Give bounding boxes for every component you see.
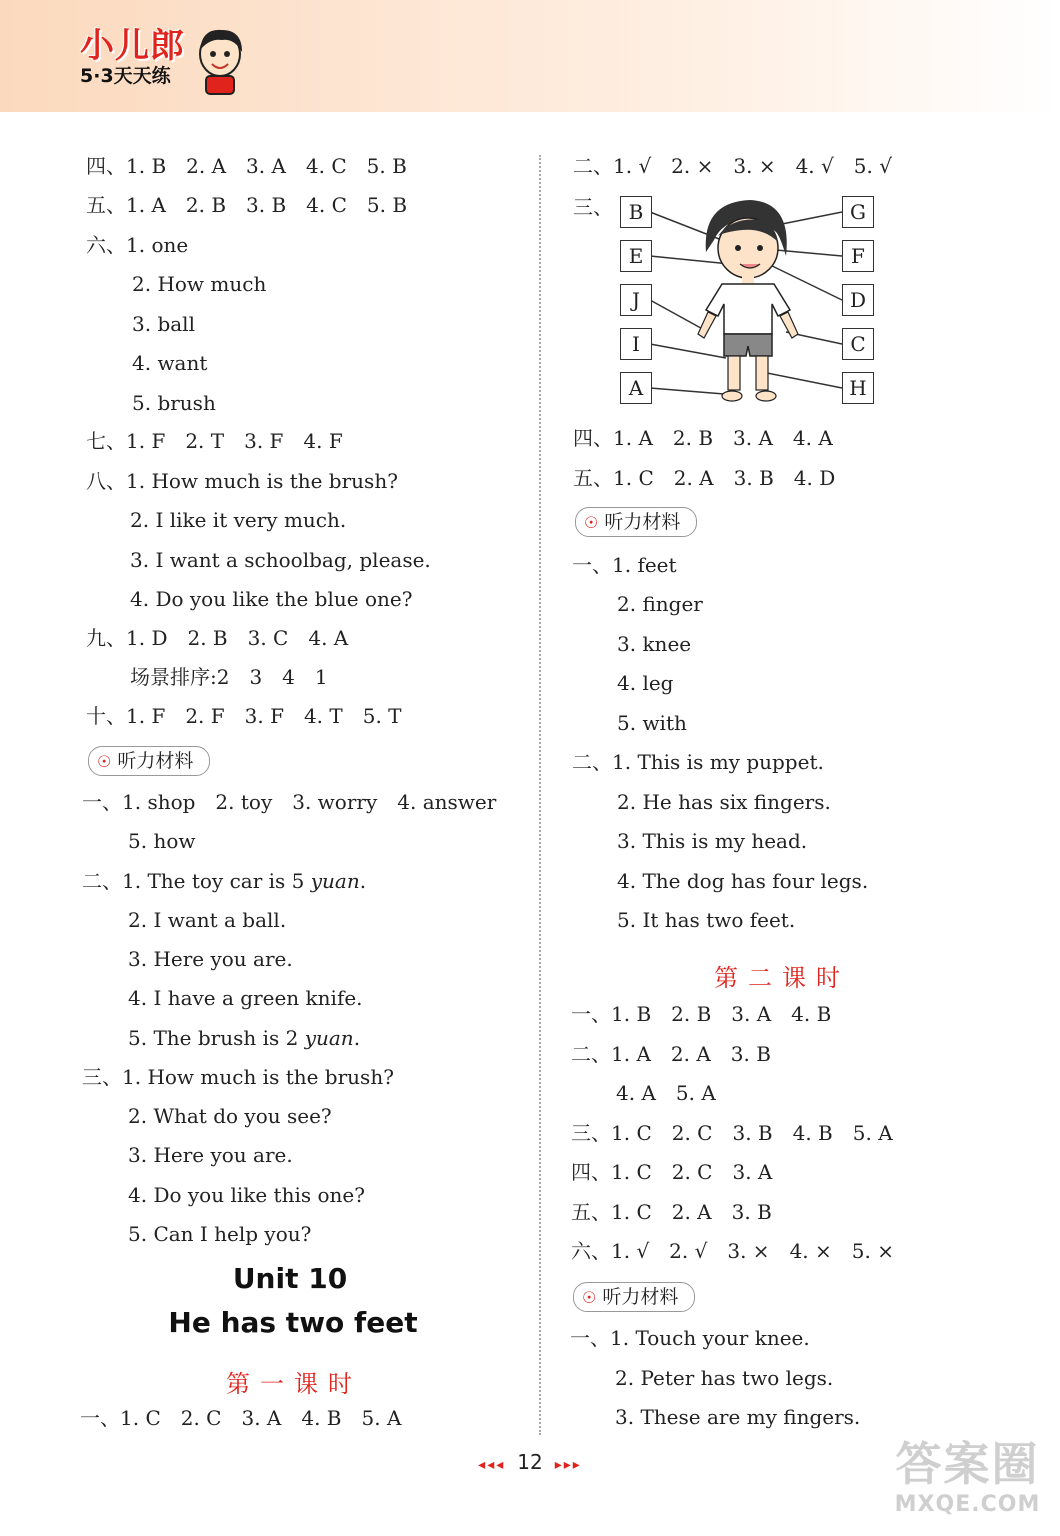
answer-line: 一、1. C 2. C 3. A 4. B 5. A <box>80 1406 402 1430</box>
answer-line: 八、1. How much is the brush? <box>86 469 398 493</box>
answer-line: 三、 <box>573 195 613 219</box>
listening-badge <box>575 507 697 537</box>
headphones-icon: ☉ <box>97 752 112 771</box>
yuan-word: yuan <box>304 1026 354 1050</box>
watermark-text: 答案圈 <box>895 1437 1040 1491</box>
lesson-heading: 第一课时 <box>226 1370 362 1398</box>
brand-logo <box>80 28 185 88</box>
listening-line: 一、1. shop 2. toy 3. worry 4. answer <box>82 790 497 814</box>
listening-line: 4. The dog has four legs. <box>617 869 869 893</box>
figure-label-right: C <box>842 328 874 360</box>
brand-name: 小儿郎 <box>80 26 185 66</box>
answer-line: 四、1. B 2. A 3. A 4. C 5. B <box>86 154 407 178</box>
listening-line: 5. The brush is 2 yuan. <box>128 1026 361 1050</box>
listening-label: 听力材料 <box>117 750 194 772</box>
answer-line: 四、1. A 2. B 3. A 4. A <box>573 426 833 450</box>
answer-line: 一、1. B 2. B 3. A 4. B <box>571 1002 832 1026</box>
figure-label-left: E <box>620 240 652 272</box>
listening-line: 二、1. The toy car is 5 yuan. <box>82 869 367 893</box>
watermark <box>880 1436 1055 1532</box>
listening-line: 4. Do you like this one? <box>128 1183 365 1207</box>
answer-line: 二、1. √ 2. × 3. × 4. √ 5. √ <box>573 154 892 178</box>
body-parts-figure <box>614 192 884 410</box>
answer-line: 九、1. D 2. B 3. C 4. A <box>86 626 349 650</box>
figure-label-left: A <box>620 372 652 404</box>
next-arrows-icon: ▸▸▸ <box>554 1457 582 1473</box>
unit-title: Unit 10 <box>232 1262 348 1295</box>
listening-line: 2. What do you see? <box>128 1104 332 1128</box>
listening-line: 2. I want a ball. <box>128 908 287 932</box>
answer-line: 七、1. F 2. T 3. F 4. F <box>86 429 343 453</box>
answer-line: 六、1. √ 2. √ 3. × 4. × 5. × <box>571 1239 894 1263</box>
listening-line: 2. finger <box>617 592 703 616</box>
answer-line: 场景排序:2 3 4 1 <box>130 665 328 689</box>
listening-line: 5. with <box>617 711 687 735</box>
listening-line: 4. leg <box>617 671 674 695</box>
figure-label-right: D <box>842 284 874 316</box>
listening-label: 听力材料 <box>604 511 681 533</box>
headphones-icon: ☉ <box>584 513 599 532</box>
answer-line: 3. I want a schoolbag, please. <box>130 548 431 572</box>
answer-line: 2. I like it very much. <box>130 508 347 532</box>
listening-badge <box>88 746 210 776</box>
figure-label-right: F <box>842 240 874 272</box>
answer-line: 4. Do you like the blue one? <box>130 587 413 611</box>
figure-label-right: H <box>842 372 874 404</box>
column-divider <box>539 155 541 1435</box>
listening-line: 3. This is my head. <box>617 829 808 853</box>
prev-arrows-icon: ◂◂◂ <box>478 1457 506 1473</box>
answer-line: 3. ball <box>132 312 195 336</box>
listening-label: 听力材料 <box>602 1286 679 1308</box>
listening-badge <box>573 1282 695 1312</box>
listening-line: 3. These are my fingers. <box>615 1405 861 1429</box>
answer-line: 4. A 5. A <box>616 1081 716 1105</box>
mascot-boy-icon <box>192 24 248 96</box>
figure-label-left: I <box>620 328 652 360</box>
lesson-heading: 第二课时 <box>714 964 850 992</box>
answer-line: 5. brush <box>132 391 216 415</box>
listening-line: 3. Here you are. <box>128 947 293 971</box>
listening-line: 一、1. feet <box>572 553 677 577</box>
figure-label-left: B <box>620 196 652 228</box>
answer-line: 四、1. C 2. C 3. A <box>571 1160 773 1184</box>
unit-subtitle: He has two feet <box>168 1306 418 1339</box>
answer-line: 二、1. A 2. A 3. B <box>571 1042 771 1066</box>
brand-subtitle: 5·3天天练 <box>80 65 171 87</box>
listening-line: 3. knee <box>617 632 692 656</box>
yuan-word: yuan <box>310 869 360 893</box>
listening-line: 2. He has six fingers. <box>617 790 831 814</box>
headphones-icon: ☉ <box>582 1288 597 1307</box>
listening-line: 5. how <box>128 829 196 853</box>
listening-line: 4. I have a green knife. <box>128 986 363 1010</box>
answer-line: 2. How much <box>132 272 267 296</box>
answer-line: 三、1. C 2. C 3. B 4. B 5. A <box>571 1121 893 1145</box>
answer-line: 五、1. C 2. A 3. B 4. D <box>573 466 836 490</box>
listening-line: 5. Can I help you? <box>128 1222 312 1246</box>
listening-line: 3. Here you are. <box>128 1143 293 1167</box>
page-number: 12 <box>517 1450 543 1474</box>
listening-line: 一、1. Touch your knee. <box>570 1326 810 1350</box>
listening-line: 三、1. How much is the brush? <box>82 1065 394 1089</box>
figure-label-right: G <box>842 196 874 228</box>
answer-line: 五、1. A 2. B 3. B 4. C 5. B <box>86 193 408 217</box>
watermark-url: MXQE.COM <box>894 1492 1041 1517</box>
listening-line: 2. Peter has two legs. <box>615 1366 834 1390</box>
listening-line: 5. It has two feet. <box>617 908 796 932</box>
figure-label-left: J <box>620 284 652 316</box>
answer-line: 六、1. one <box>86 233 189 257</box>
answer-line: 4. want <box>132 351 208 375</box>
answer-line: 五、1. C 2. A 3. B <box>571 1200 772 1224</box>
answer-line: 十、1. F 2. F 3. F 4. T 5. T <box>86 704 402 728</box>
listening-line: 二、1. This is my puppet. <box>572 750 824 774</box>
